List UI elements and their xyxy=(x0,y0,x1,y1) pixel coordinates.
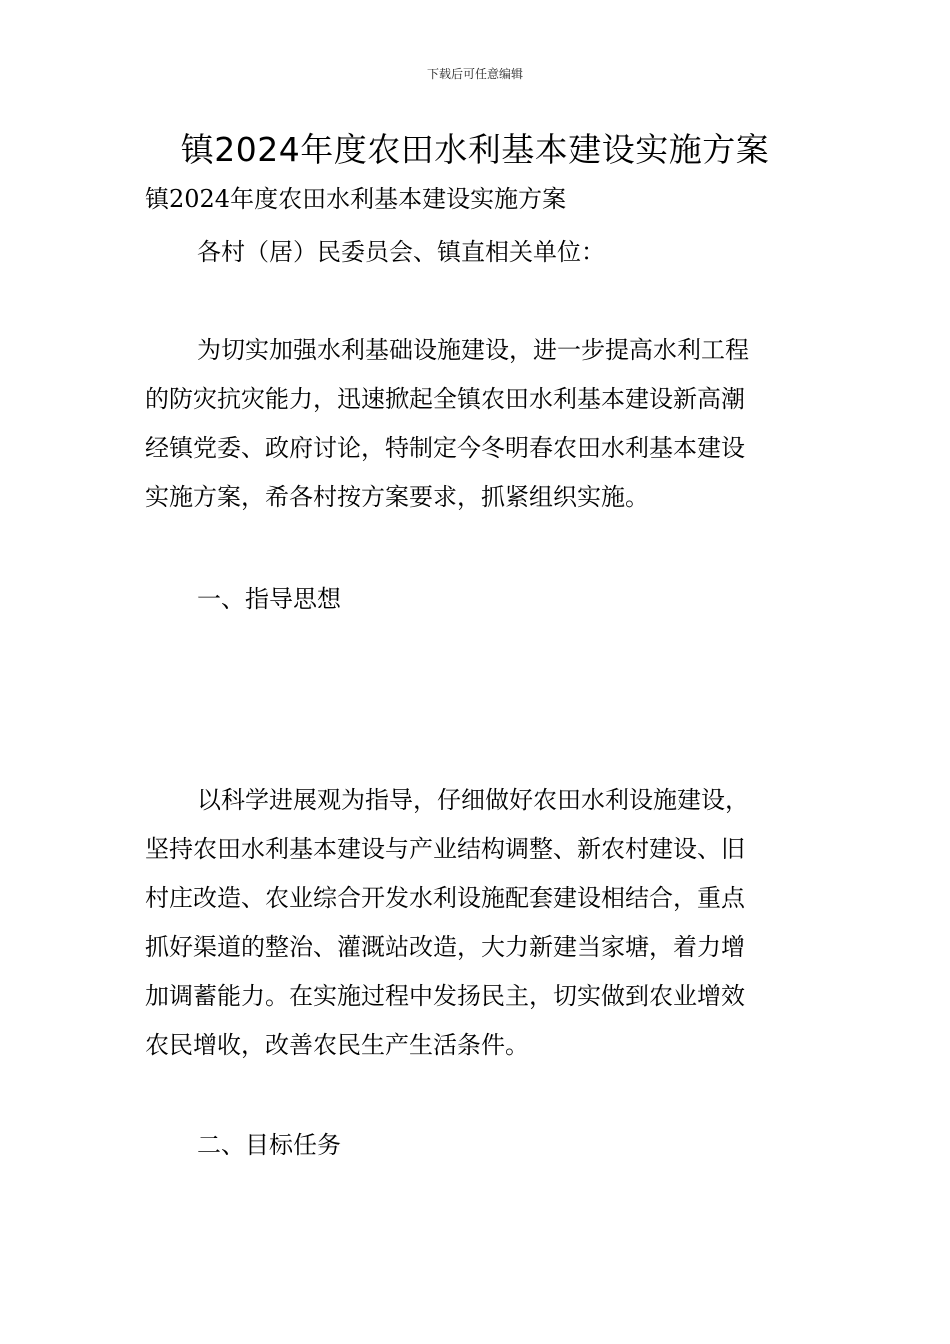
paragraph-line: 的防灾抗灾能力，迅速掀起全镇农田水利基本建设新高潮 xyxy=(145,385,745,413)
header-note: 下载后可任意编辑 xyxy=(426,67,523,81)
paragraph-line: 经镇党委、政府讨论，特制定今冬明春农田水利基本建设 xyxy=(145,434,745,462)
paragraph-line: 村庄改造、农业综合开发水利设施配套建设相结合，重点 xyxy=(145,884,745,912)
paragraph-guiding-ideology xyxy=(145,776,810,1070)
document-subtitle: 镇2024年度农田水利基本建设实施方案 xyxy=(145,185,567,213)
paragraph-line: 农民增收，改善农民生产生活条件。 xyxy=(145,1031,529,1059)
paragraph-line: 坚持农田水利基本建设与产业结构调整、新农村建设、旧 xyxy=(145,835,745,863)
section-heading-guiding-ideology: 一、指导思想 xyxy=(197,585,341,613)
paragraph-line: 实施方案，希各村按方案要求，抓紧组织实施。 xyxy=(145,483,649,511)
paragraph-line: 为切实加强水利基础设施建设，进一步提高水利工程 xyxy=(197,336,749,364)
section-heading-targets-tasks: 二、目标任务 xyxy=(197,1131,341,1159)
paragraph-line: 以科学进展观为指导，仔细做好农田水利设施建设， xyxy=(197,786,749,814)
document-title: 镇2024年度农田水利基本建设实施方案 xyxy=(180,130,770,169)
salutation: 各村（居）民委员会、镇直相关单位： xyxy=(197,238,605,266)
paragraph-line: 抓好渠道的整治、灌溉站改造，大力新建当家塘，着力增 xyxy=(145,933,745,961)
paragraph-line: 加调蓄能力。在实施过程中发扬民主，切实做到农业增效 xyxy=(145,982,745,1010)
paragraph-intro xyxy=(145,326,810,522)
